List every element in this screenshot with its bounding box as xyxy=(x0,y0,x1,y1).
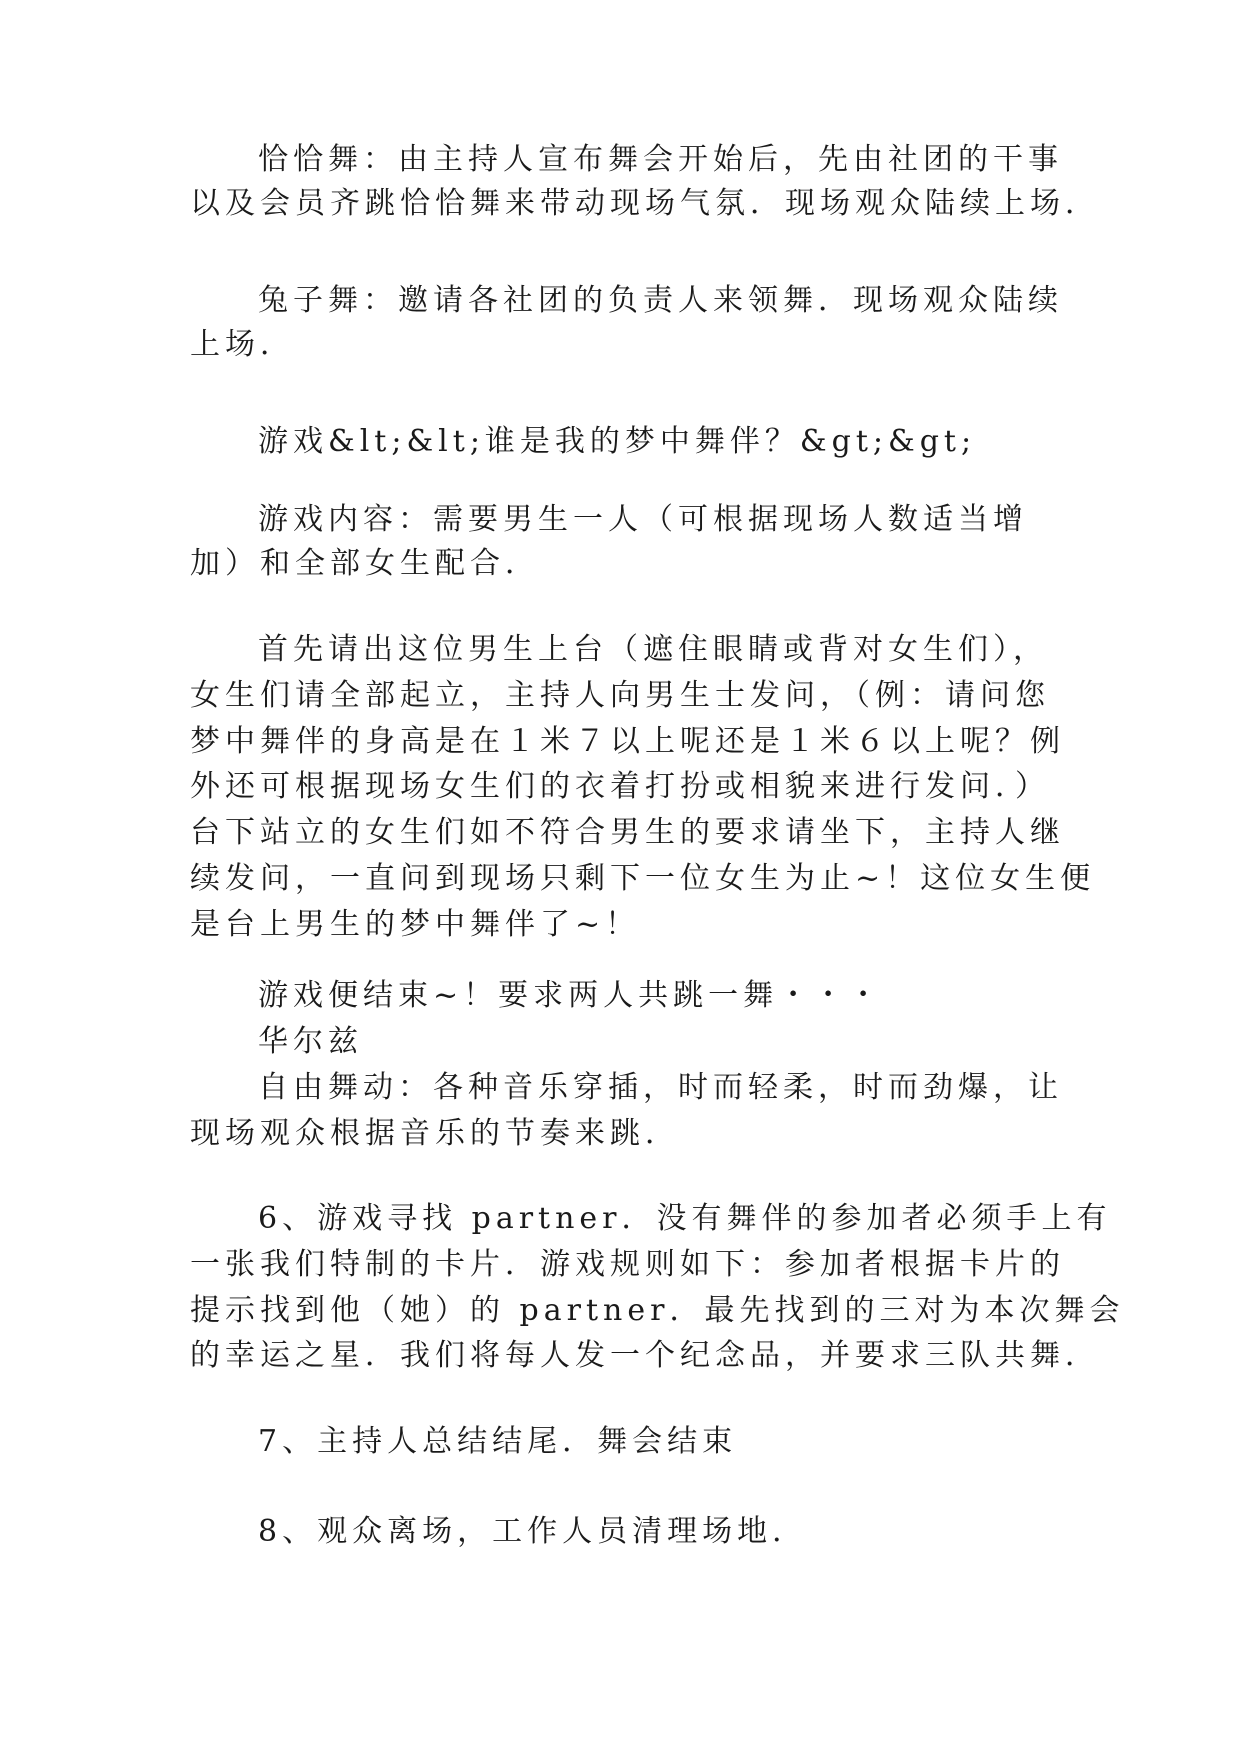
text-line: 梦中舞伴的身高是在１米７以上呢还是１米６以上呢？例 xyxy=(190,724,1065,759)
text-line: 上场． xyxy=(190,327,295,362)
text-line: 8、观众离场，工作人员清理场地． xyxy=(258,1514,808,1549)
text-line: 是台上男生的梦中舞伴了~！ xyxy=(190,907,641,942)
text-line: 游戏便结束~！要求两人共跳一舞・・・ xyxy=(258,978,884,1013)
text-line: 台下站立的女生们如不符合男生的要求请坐下，主持人继 xyxy=(190,815,1065,850)
text-line: 游戏内容：需要男生一人（可根据现场人数适当增 xyxy=(258,502,1028,537)
text-line: 首先请出这位男生上台（遮住眼睛或背对女生们）， xyxy=(258,632,1048,667)
text-line: 续发问，一直问到现场只剩下一位女生为止~！这位女生便 xyxy=(190,861,1096,896)
text-line: 游戏&lt;&lt;谁是我的梦中舞伴？&gt;&gt; xyxy=(258,424,977,459)
text-line: 提示找到他（她）的 partner．最先找到的三对为本次舞会 xyxy=(190,1293,1125,1328)
text-line: 7、主持人总结结尾．舞会结束 xyxy=(258,1424,738,1459)
text-line: 兔子舞：邀请各社团的负责人来领舞．现场观众陆续 xyxy=(258,283,1063,318)
text-line: 外还可根据现场女生们的衣着打扮或相貌来进行发问．） xyxy=(190,769,1050,804)
text-line: 的幸运之星．我们将每人发一个纪念品，并要求三队共舞． xyxy=(190,1338,1100,1373)
text-line: 女生们请全部起立，主持人向男生士发问，（例：请问您 xyxy=(190,678,1050,713)
text-line: 6、游戏寻找 partner．没有舞伴的参加者必须手上有 xyxy=(258,1201,1112,1236)
text-line: 自由舞动：各种音乐穿插，时而轻柔，时而劲爆，让 xyxy=(258,1070,1063,1105)
text-line: 现场观众根据音乐的节奏来跳． xyxy=(190,1116,680,1151)
text-line: 以及会员齐跳恰恰舞来带动现场气氛．现场观众陆续上场． xyxy=(190,186,1100,221)
text-line: 加）和全部女生配合． xyxy=(190,546,540,581)
text-line: 一张我们特制的卡片．游戏规则如下：参加者根据卡片的 xyxy=(190,1247,1065,1282)
text-line: 恰恰舞：由主持人宣布舞会开始后，先由社团的干事 xyxy=(258,142,1063,177)
text-line: 华尔兹 xyxy=(258,1024,363,1059)
